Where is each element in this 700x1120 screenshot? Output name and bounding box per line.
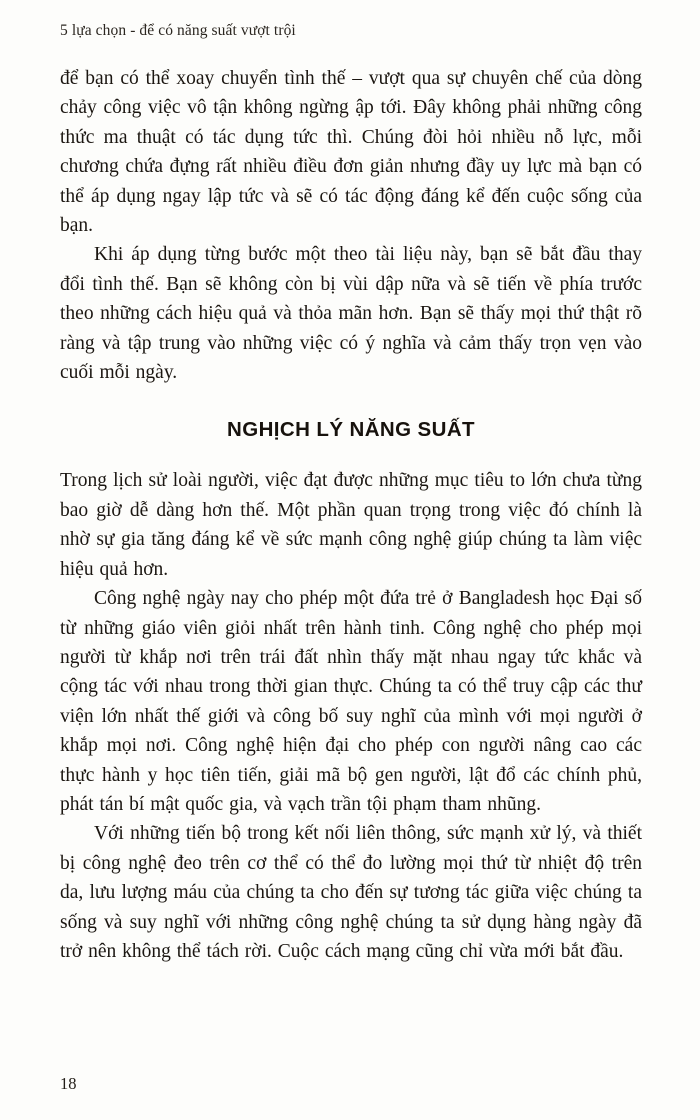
- paragraph-section-3: Với những tiến bộ trong kết nối liên thông, sức mạnh xử lý, và thiết bị công nghệ đeo trên cơ thể có thể đo lường mọi thứ từ nhiệt độ trên da, lưu lượng máu của chúng ta cho đến sự tương tác giữa việc chúng ta sống và suy nghĩ với những công nghệ chúng ta sử dụng hàng ngày đã trở nên không thể tách rời. Cuộc cách mạng cũng chỉ vừa mới bắt đầu.: [60, 823, 642, 962]
- paragraph-section-1: Trong lịch sử loài người, việc đạt được những mục tiêu to lớn chưa từng bao giờ dễ dàng hơn thế. Một phần quan trọng trong việc đó chính là nhờ sự gia tăng đáng kể về sức mạnh công nghệ giúp chúng ta làm việc hiệu quả hơn.: [60, 470, 642, 580]
- paragraph-intro-2: Khi áp dụng từng bước một theo tài liệu này, bạn sẽ bắt đầu thay đổi tình thế. Bạn sẽ không còn bị vùi dập nữa và sẽ tiến về phía trước theo những cách hiệu quả và thỏa mãn hơn. Bạn sẽ thấy mọi thứ thật rõ ràng và tập trung vào những việc có ý nghĩa và cảm thấy trọn vẹn vào cuối mỗi ngày.: [60, 244, 642, 384]
- paragraph-section-2: Công nghệ ngày nay cho phép một đứa trẻ ở Bangladesh học Đại số từ những giáo viên giỏi nhất trên hành tinh. Công nghệ cho phép mọi người từ khắp nơi trên trái đất nhìn thấy mặt nhau ngay tức khắc và cộng tác với nhau trong thời gian thực. Chúng ta có thể truy cập các thư viện lớn nhất thế giới và công bố suy nghĩ của mình với mọi người ở khắp mọi nơi. Công nghệ hiện đại cho phép con người nâng cao các thực hành y học tiên tiến, giải mã bộ gen người, lật đổ các chính phủ, phát tán bí mật quốc gia, và vạch trần tội phạm tham nhũng.: [60, 588, 642, 815]
- page-number: 18: [60, 1074, 77, 1093]
- page-body: [60, 64, 642, 966]
- running-header-text: 5 lựa chọn - để có năng suất vượt trội: [60, 22, 296, 39]
- paragraph-intro-1: để bạn có thể xoay chuyển tình thế – vượt qua sự chuyên chế của dòng chảy công việc vô tận không ngừng ập tới. Đây không phải những công thức ma thuật có tác dụng tức thì. Chúng đòi hỏi nhiều nỗ lực, mỗi chương chứa đựng rất nhiều điều đơn giản nhưng đầy uy lực mà bạn có thể áp dụng ngay lập tức và sẽ có tác động đáng kể đến cuộc sống của bạn.: [60, 68, 642, 237]
- section-heading: NGHỊCH LÝ NĂNG SUẤT: [227, 418, 475, 442]
- running-header: [60, 22, 642, 40]
